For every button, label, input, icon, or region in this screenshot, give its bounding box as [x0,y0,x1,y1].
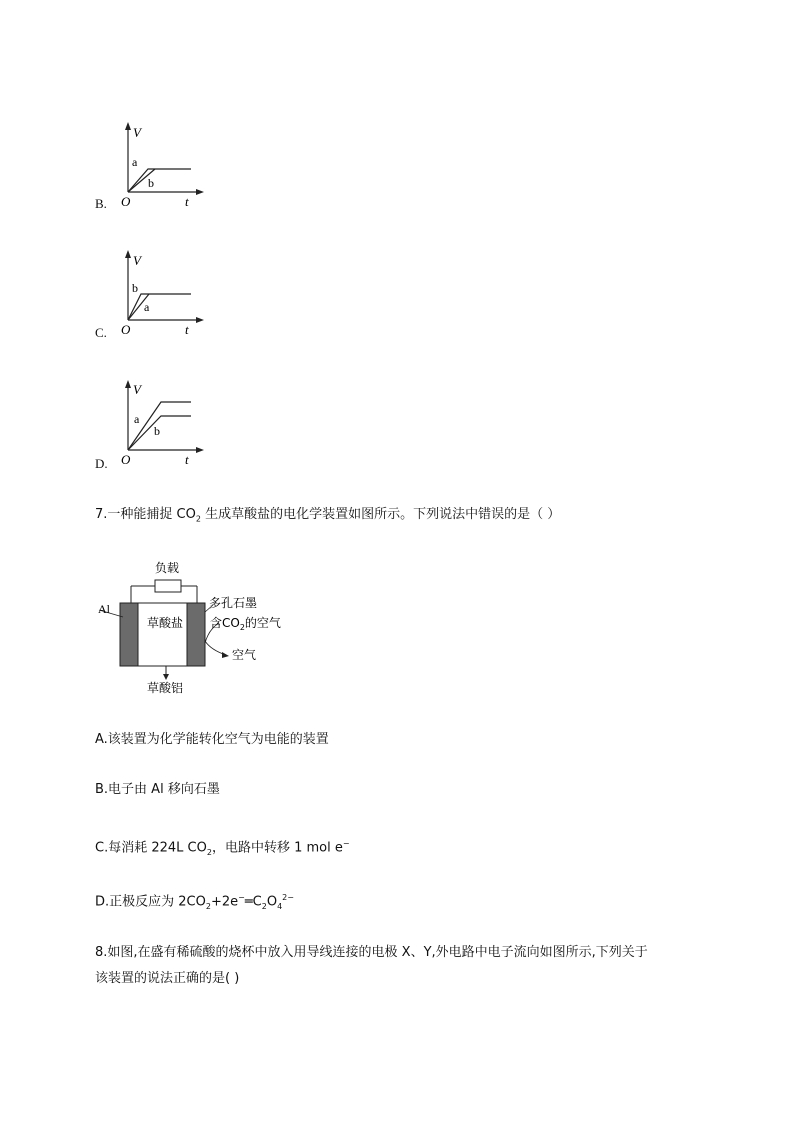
q7-option-d-sub2: 2 [261,901,267,911]
product-arrow-head [163,674,169,680]
q7-option-c-sup: − [342,839,350,848]
electrochemical-device-diagram [95,553,315,698]
q7-option-d-sup3: 2− [282,893,294,902]
x-axis-arrow [196,189,204,195]
y-axis-arrow [125,250,131,258]
co2-air-pre: 含CO [210,616,240,630]
load-label: 负载 [155,561,180,575]
q8-line2: 该装置的说法正确的是( ) [95,971,240,986]
q7-option-d-sub1: 2 [205,901,211,911]
q7-option-c-post: ，电路中转移 1 mol e [211,840,343,856]
curve-upper-label: a [132,155,138,169]
y-axis-arrow [125,380,131,388]
graph-d [115,378,205,468]
co2-air-label [210,615,281,632]
q7-stem [95,505,560,530]
q7-option-d-pre: D.正极反应为 2CO [95,894,206,910]
x-axis-arrow [196,447,204,453]
curve-upper [128,294,191,320]
q7-stem-pre: 7.一种能捕捉 CO [95,507,196,522]
curve-lower-label: b [148,176,154,190]
q7-option-d-o: O [266,894,278,910]
option-c-label: C. [95,325,107,340]
x-axis-arrow [196,317,204,323]
graphite-label: 多孔石墨 [209,596,258,610]
option-b-label: B. [95,196,107,211]
q7-option-d-eq: ═C [244,894,262,910]
co2-air-post: 的空气 [244,616,281,630]
q7-option-a: A.该装置为化学能转化空气为电能的装置 [95,732,329,747]
electrolyte-label: 草酸盐 [147,616,184,630]
air-out-arrow [222,652,229,658]
y-axis-label: V [133,125,141,140]
q8-line1: 8.如图,在盛有稀硫酸的烧杯中放入用导线连接的电极 X、Y,外电路中电子流向如图所示,下列关于 [95,945,648,960]
load-box [155,580,181,592]
origin-label: O [121,322,131,337]
q7-option-d-sup1: − [238,893,245,902]
q7-option-d [95,888,294,917]
curve-upper-label: a [134,412,140,426]
q7-option-d-mid: +2e [210,894,239,910]
q7-option-c [95,834,350,863]
q7-stem-post: 生成草酸盐的电化学装置如图所示。下列说法中错误的是（ ） [200,507,561,522]
graphite-electrode [187,603,205,666]
graph-b [115,120,205,210]
x-axis-label: t [185,194,189,209]
al-electrode [120,603,138,666]
graph-c [115,248,205,338]
q7-option-b: B.电子由 Al 移向石墨 [95,782,220,797]
q7-option-d-sub3: 4 [277,901,283,911]
origin-label: O [121,194,131,209]
q7-option-c-sub: 2 [206,847,212,857]
q7-option-c-pre: C.每消耗 224L CO [95,840,207,856]
al-label: Al [98,602,110,616]
air-label: 空气 [232,648,257,662]
curve-lower-label: b [154,424,160,438]
curve-upper [128,169,191,192]
option-d-label: D. [95,456,108,471]
curve-lower-label: a [144,300,150,314]
product-label: 草酸铝 [147,681,184,695]
x-axis-label: t [185,452,189,467]
y-axis-arrow [125,122,131,130]
q7-stem-sub: 2 [195,514,201,524]
y-axis-label: V [133,253,141,268]
co2-air-sub: 2 [239,623,245,632]
y-axis-label: V [133,382,141,397]
origin-label: O [121,452,131,467]
curve-upper-label: b [132,281,138,295]
q8-stem [95,940,715,992]
x-axis-label: t [185,322,189,337]
